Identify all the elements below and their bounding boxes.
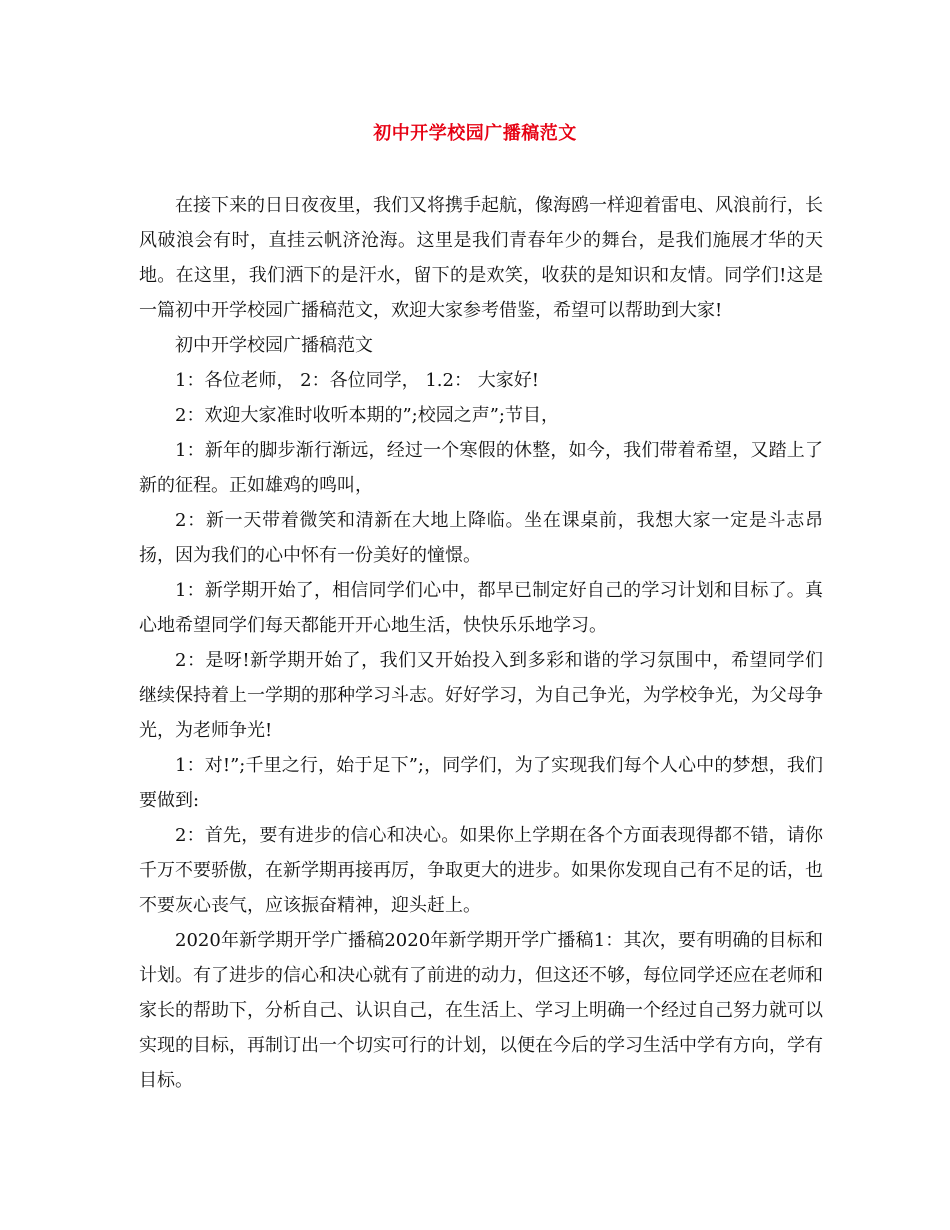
paragraph-new-term: 1：新学期开始了，相信同学们心中，都早已制定好自己的学习计划和目标了。真心地希望同学们每天都能开开心地生活，快快乐乐地学习。 [139,580,823,636]
paragraph-study-atmosphere: 2：是呀!新学期开始了，我们又开始投入到多彩和谐的学习氛围中，希望同学们继续保持着上一学期的那种学习斗志。好好学习，为自己争光，为学校争光，为父母争光，为老师争光! [139,650,823,741]
paragraph-journey: 1：对!”;千里之行，始于足下”;，同学们，为了实现我们每个人心中的梦想，我们要做到: [139,755,823,811]
document-body [139,188,823,1098]
paragraph-subtitle: 初中开学校园广播稿范文 [175,335,373,356]
paragraph-new-year: 1：新年的脚步渐行渐远，经过一个寒假的休整，如今，我们带着希望，又踏上了新的征程。正如雄鸡的鸣叫， [139,440,823,496]
paragraph-welcome: 2：欢迎大家准时收听本期的”;校园之声”;节目， [175,405,559,426]
paragraph-confidence: 2：首先，要有进步的信心和决心。如果你上学期在各个方面表现得都不错，请你千万不要骄傲，在新学期再接再厉，争取更大的进步。如果你发现自己有不足的话，也不要灰心丧气，应该振奋精神，迎头赶上。 [139,825,823,916]
paragraph-greeting: 1：各位老师， 2：各位同学， 1.2： 大家好! [175,370,539,391]
paragraph-intro: 在接下来的日日夜夜里，我们又将携手起航，像海鸥一样迎着雷电、风浪前行，长风破浪会有时，直挂云帆济沧海。这里是我们青春年少的舞台，是我们施展才华的天地。在这里，我们洒下的是汗水，留下的是欢笑，收获的是知识和友情。同学们!这是一篇初中开学校园广播稿范文，欢迎大家参考借鉴，希望可以帮助到大家! [139,195,823,321]
paragraph-goals: 2020年新学期开学广播稿2020年新学期开学广播稿1：其次，要有明确的目标和计划。有了进步的信心和决心就有了前进的动力，但这还不够，每位同学还应在老师和家长的帮助下，分析自己、认识自己，在生活上、学习上明确一个经过自己努力就可以实现的目标，再制订出一个切实可行的计划，以便在今后的学习生活中学有方向，学有目标。 [139,930,823,1091]
paragraph-new-day: 2：新一天带着微笑和清新在大地上降临。坐在课桌前，我想大家一定是斗志昂扬，因为我们的心中怀有一份美好的憧憬。 [139,510,823,566]
document-title: 初中开学校园广播稿范文 [373,123,577,144]
